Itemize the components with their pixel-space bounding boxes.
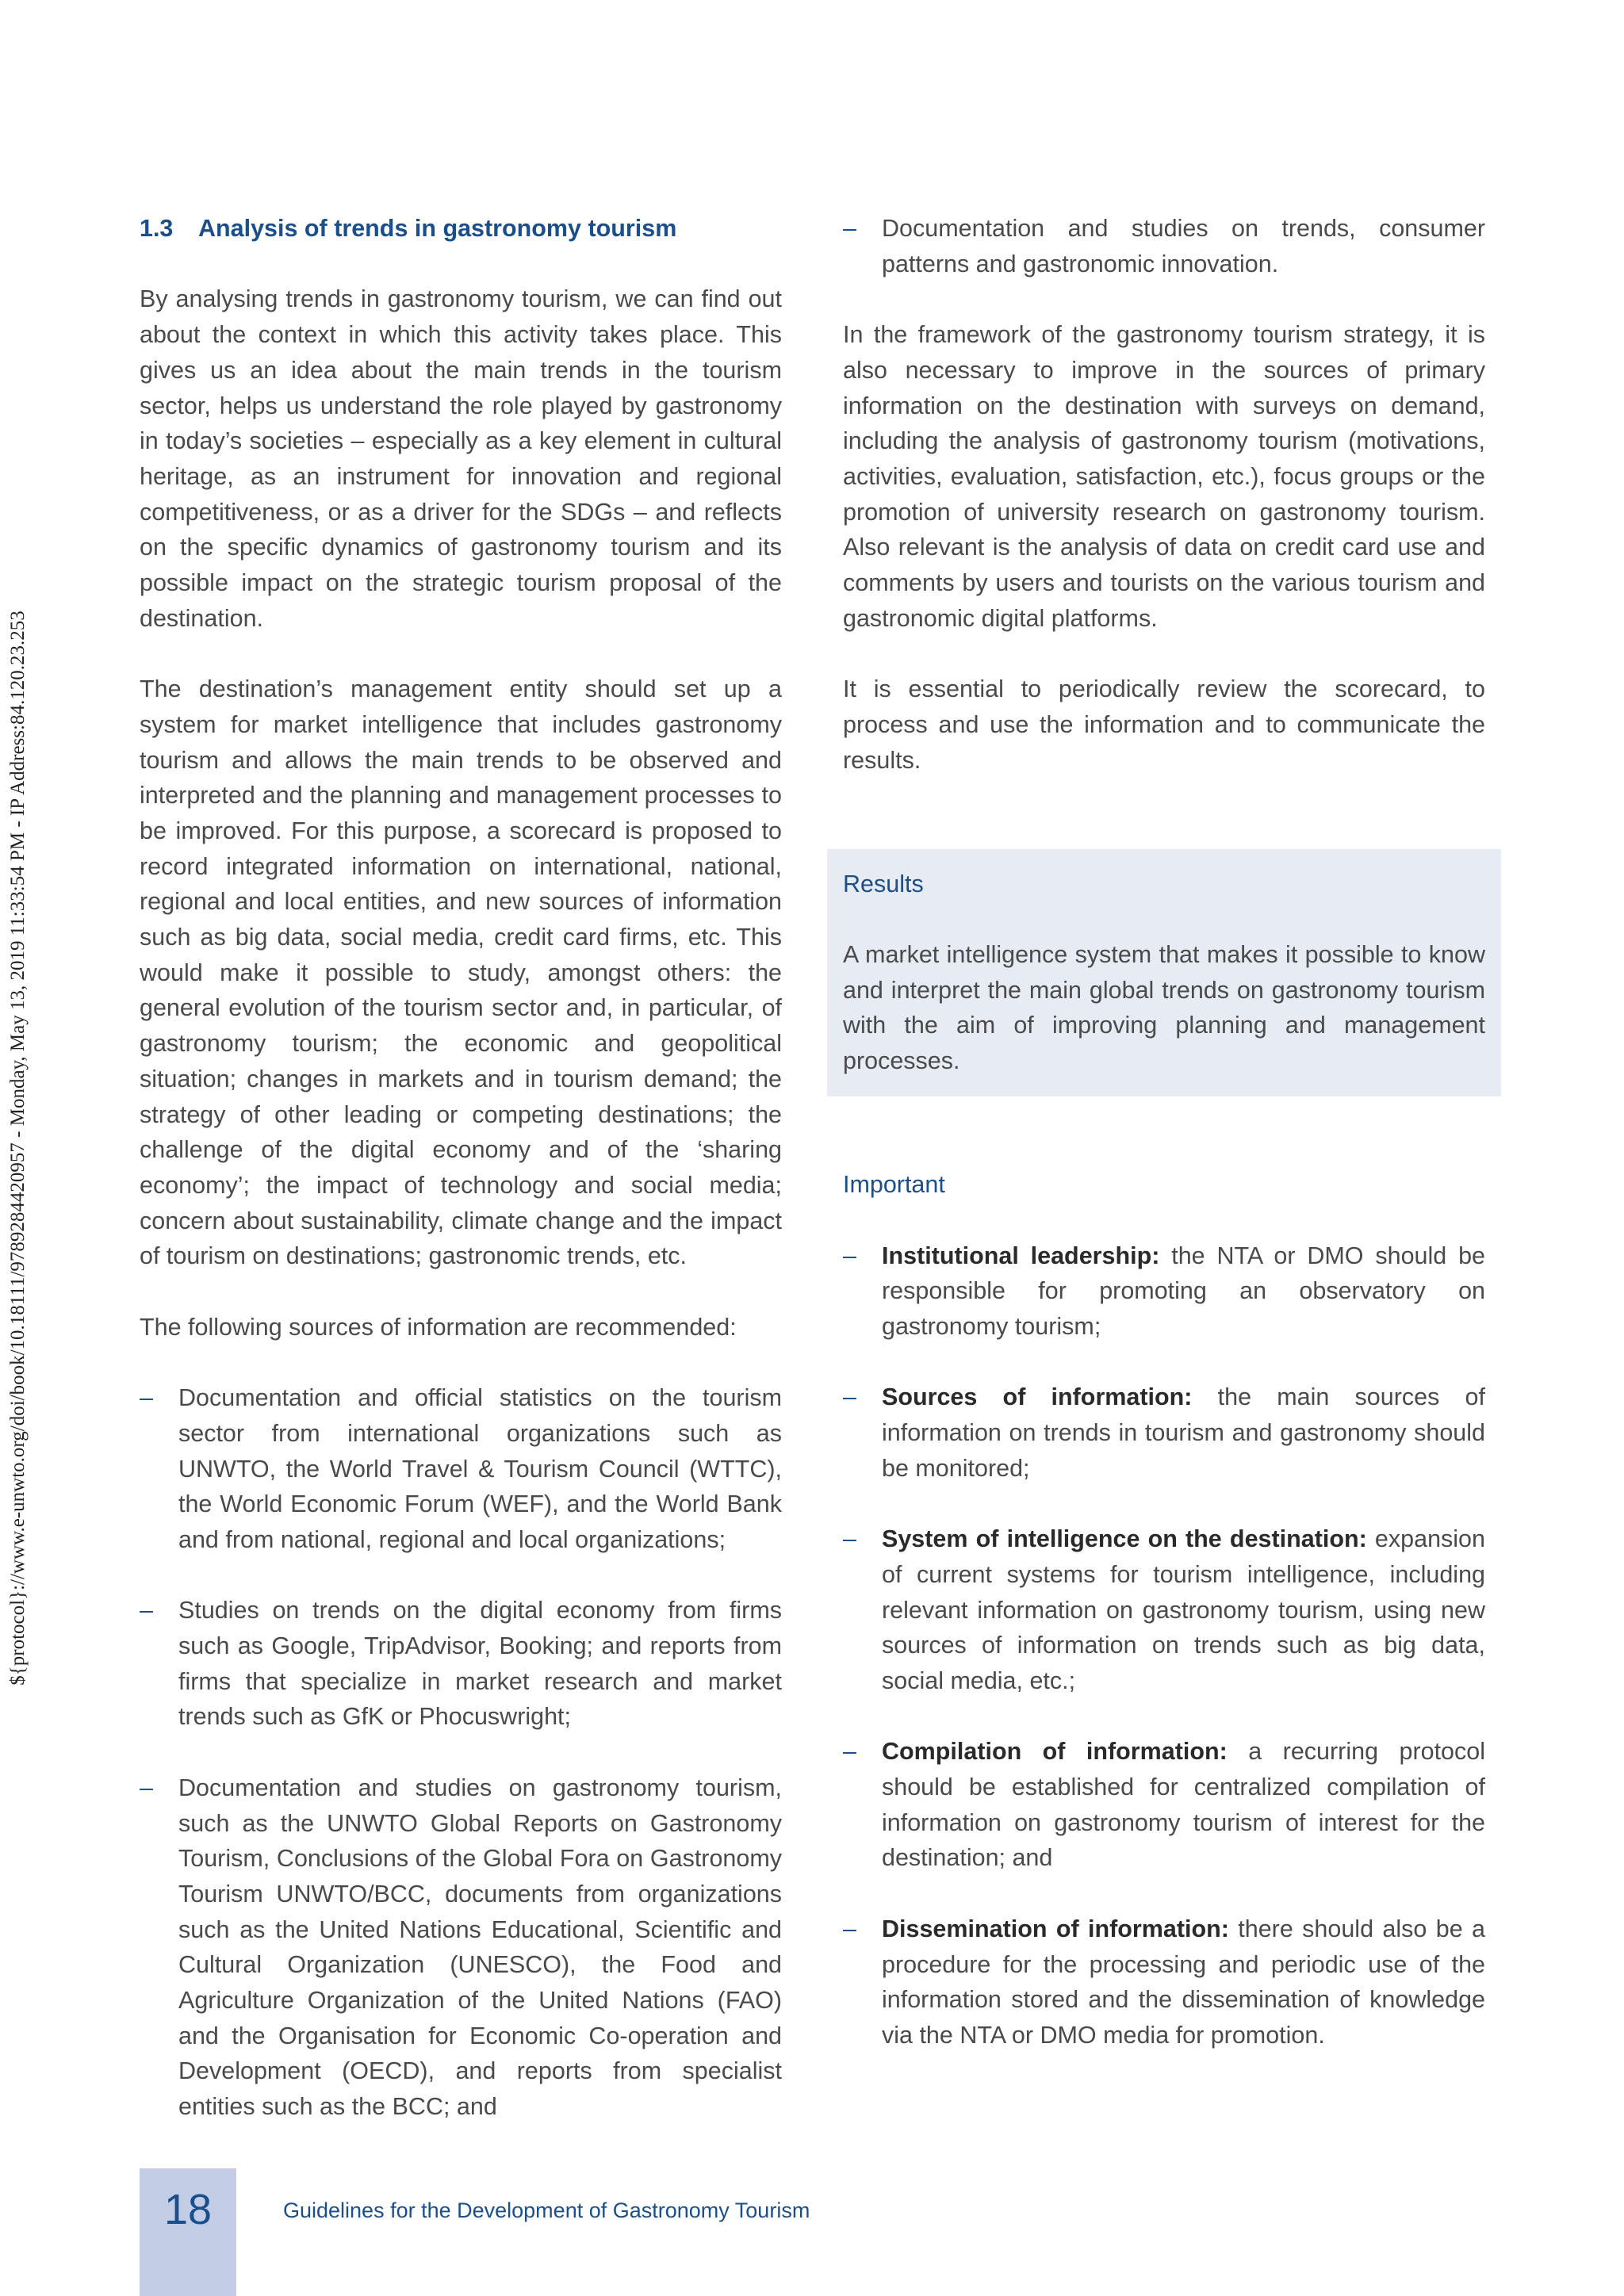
download-stamp: ${protocol}://www.e-unwto.org/doi/book/10.18111/9789284420957 - Monday, May 13, 2019 11:33:54 PM - IP Address:84.120.23.253 [7, 610, 29, 1686]
item-text: the NTA or DMO should be responsible for promoting an observatory on gastronomy tourism; [882, 1242, 1486, 1340]
results-text: A market intelligence system that makes it possible to know and interpret the main global trends on gastronomy tourism with the aim of improving planning and management processes. [843, 940, 1485, 1075]
item-text: expansion of current systems for tourism intelligence, including relevant information on gastronomy tourism, using new sources of information on trends such as big data, social media, etc.; [882, 1525, 1485, 1694]
list-item: – Documentation and official statistics on the tourism sector from international organizations such as UNWTO, the World Travel & Tourism Council (WTTC), the World Economic Forum (WEF), and the World Bank and from national, regional and local organizations; [140, 1380, 782, 1558]
section-title: Analysis of trends in gastronomy tourism [198, 215, 677, 242]
list-item [843, 1734, 1485, 1876]
results-box [827, 849, 1501, 1096]
list-item: – Studies on trends on the digital economy from firms such as Google, TripAdvisor, Booking; and reports from firms that specialize in market research and market trends such as GfK or Phocuswright; [140, 1593, 782, 1735]
page-number: 18 [163, 2186, 213, 2233]
list-item: – Documentation and studies on trends, consumer patterns and gastronomic innovation. [843, 211, 1485, 281]
list-item [843, 1521, 1485, 1699]
item-label: System of intelligence on the destination: [882, 1525, 1367, 1553]
sources-list [140, 1380, 782, 2125]
important-title: Important [843, 1171, 945, 1199]
item-text: the main sources of information on trends in tourism and gastronomy should be monitored; [882, 1383, 1485, 1482]
item-label: Sources of information: [882, 1383, 1193, 1411]
page-number-box [140, 2168, 236, 2296]
list-item [843, 1380, 1485, 1486]
sources-list-continued [843, 211, 1485, 281]
paragraph-sources-intro: The following sources of information are recommended: [140, 1313, 737, 1341]
item-text: a recurring protocol should be established for centralized compilation of information on gastronomy tourism of interest for the destination; and [882, 1738, 1485, 1872]
results-title: Results [843, 870, 924, 897]
section-number: 1.3 [140, 215, 174, 242]
section-heading [140, 211, 782, 247]
paragraph-market-intelligence: The destination’s management entity should set up a system for market intelligence that includes gastronomy tourism and allows the main trends to be observed and interpreted and the planning and management processes to be improved. For this purpose, a scorecard is proposed to record integrated information on international, national, regional and local entities, and new sources of information such as big data, social media, credit card firms, etc. This would make it possible to study, amongst others: the general evolution of the tourism sector and, in particular, of gastronomy tourism; the economic and geopolitical situation; changes in markets and in tourism demand; the strategy of other leading or competing destinations; the challenge of the digital economy and of the ‘sharing economy’; the impact of technology and social media; concern about sustainability, climate change and the impact of tourism on destinations; gastronomic trends, etc. [140, 675, 782, 1270]
paragraph-trends-intro: By analysing trends in gastronomy tourism, we can find out about the context in which this activity takes place. This gives us an idea about the main trends in the tourism sector, helps us understand the role played by gastronomy in today’s societies – especially as a key element in cultural heritage, as an instrument for innovation and regional competitiveness, or as a driver for the SDGs – and reflects on the specific dynamics of gastronomy tourism and its possible impact on the strategic tourism proposal of the destination. [140, 285, 782, 632]
item-label: Compilation of information: [882, 1738, 1228, 1766]
paragraph-primary-information: In the framework of the gastronomy tourism strategy, it is also necessary to improve in the sources of primary information on the destination with surveys on demand, including the analysis of gastronomy tourism (motivations, activities, evaluation, satisfaction, etc.), focus groups or the promotion of university research on gastronomy tourism. Also relevant is the analysis of data on credit card use and comments by users and tourists on the various tourism and gastronomic digital platforms. [843, 321, 1485, 632]
footer-title: Guidelines for the Development of Gastronomy Tourism [283, 2198, 810, 2222]
list-item [843, 1238, 1485, 1345]
item-label: Dissemination of information: [882, 1915, 1229, 1942]
right-column [843, 211, 1485, 2088]
item-label: Institutional leadership: [882, 1242, 1160, 1269]
paragraph-scorecard-review: It is essential to periodically review the scorecard, to process and use the information and to communicate the results. [843, 675, 1485, 774]
important-list [843, 1238, 1485, 2053]
list-item: – Documentation and studies on gastronomy tourism, such as the UNWTO Global Reports on Gastronomy Tourism, Conclusions of the Global Fora on Gastronomy Tourism UNWTO/BCC, documents from organizations such as the United Nations Educational, Scientific and Cultural Organization (UNESCO), the Food and Agriculture Organization of the United Nations (FAO) and the Organisation for Economic Co-operation and Development (OECD), and reports from specialist entities such as the BCC; and [140, 1770, 782, 2125]
item-text: there should also be a procedure for the processing and periodic use of the information stored and the dissemination of knowledge via the NTA or DMO media for promotion. [882, 1915, 1486, 2049]
spacer [843, 813, 1485, 849]
list-item [843, 1911, 1485, 2053]
spacer [843, 1131, 1485, 1167]
left-column [140, 211, 782, 2160]
